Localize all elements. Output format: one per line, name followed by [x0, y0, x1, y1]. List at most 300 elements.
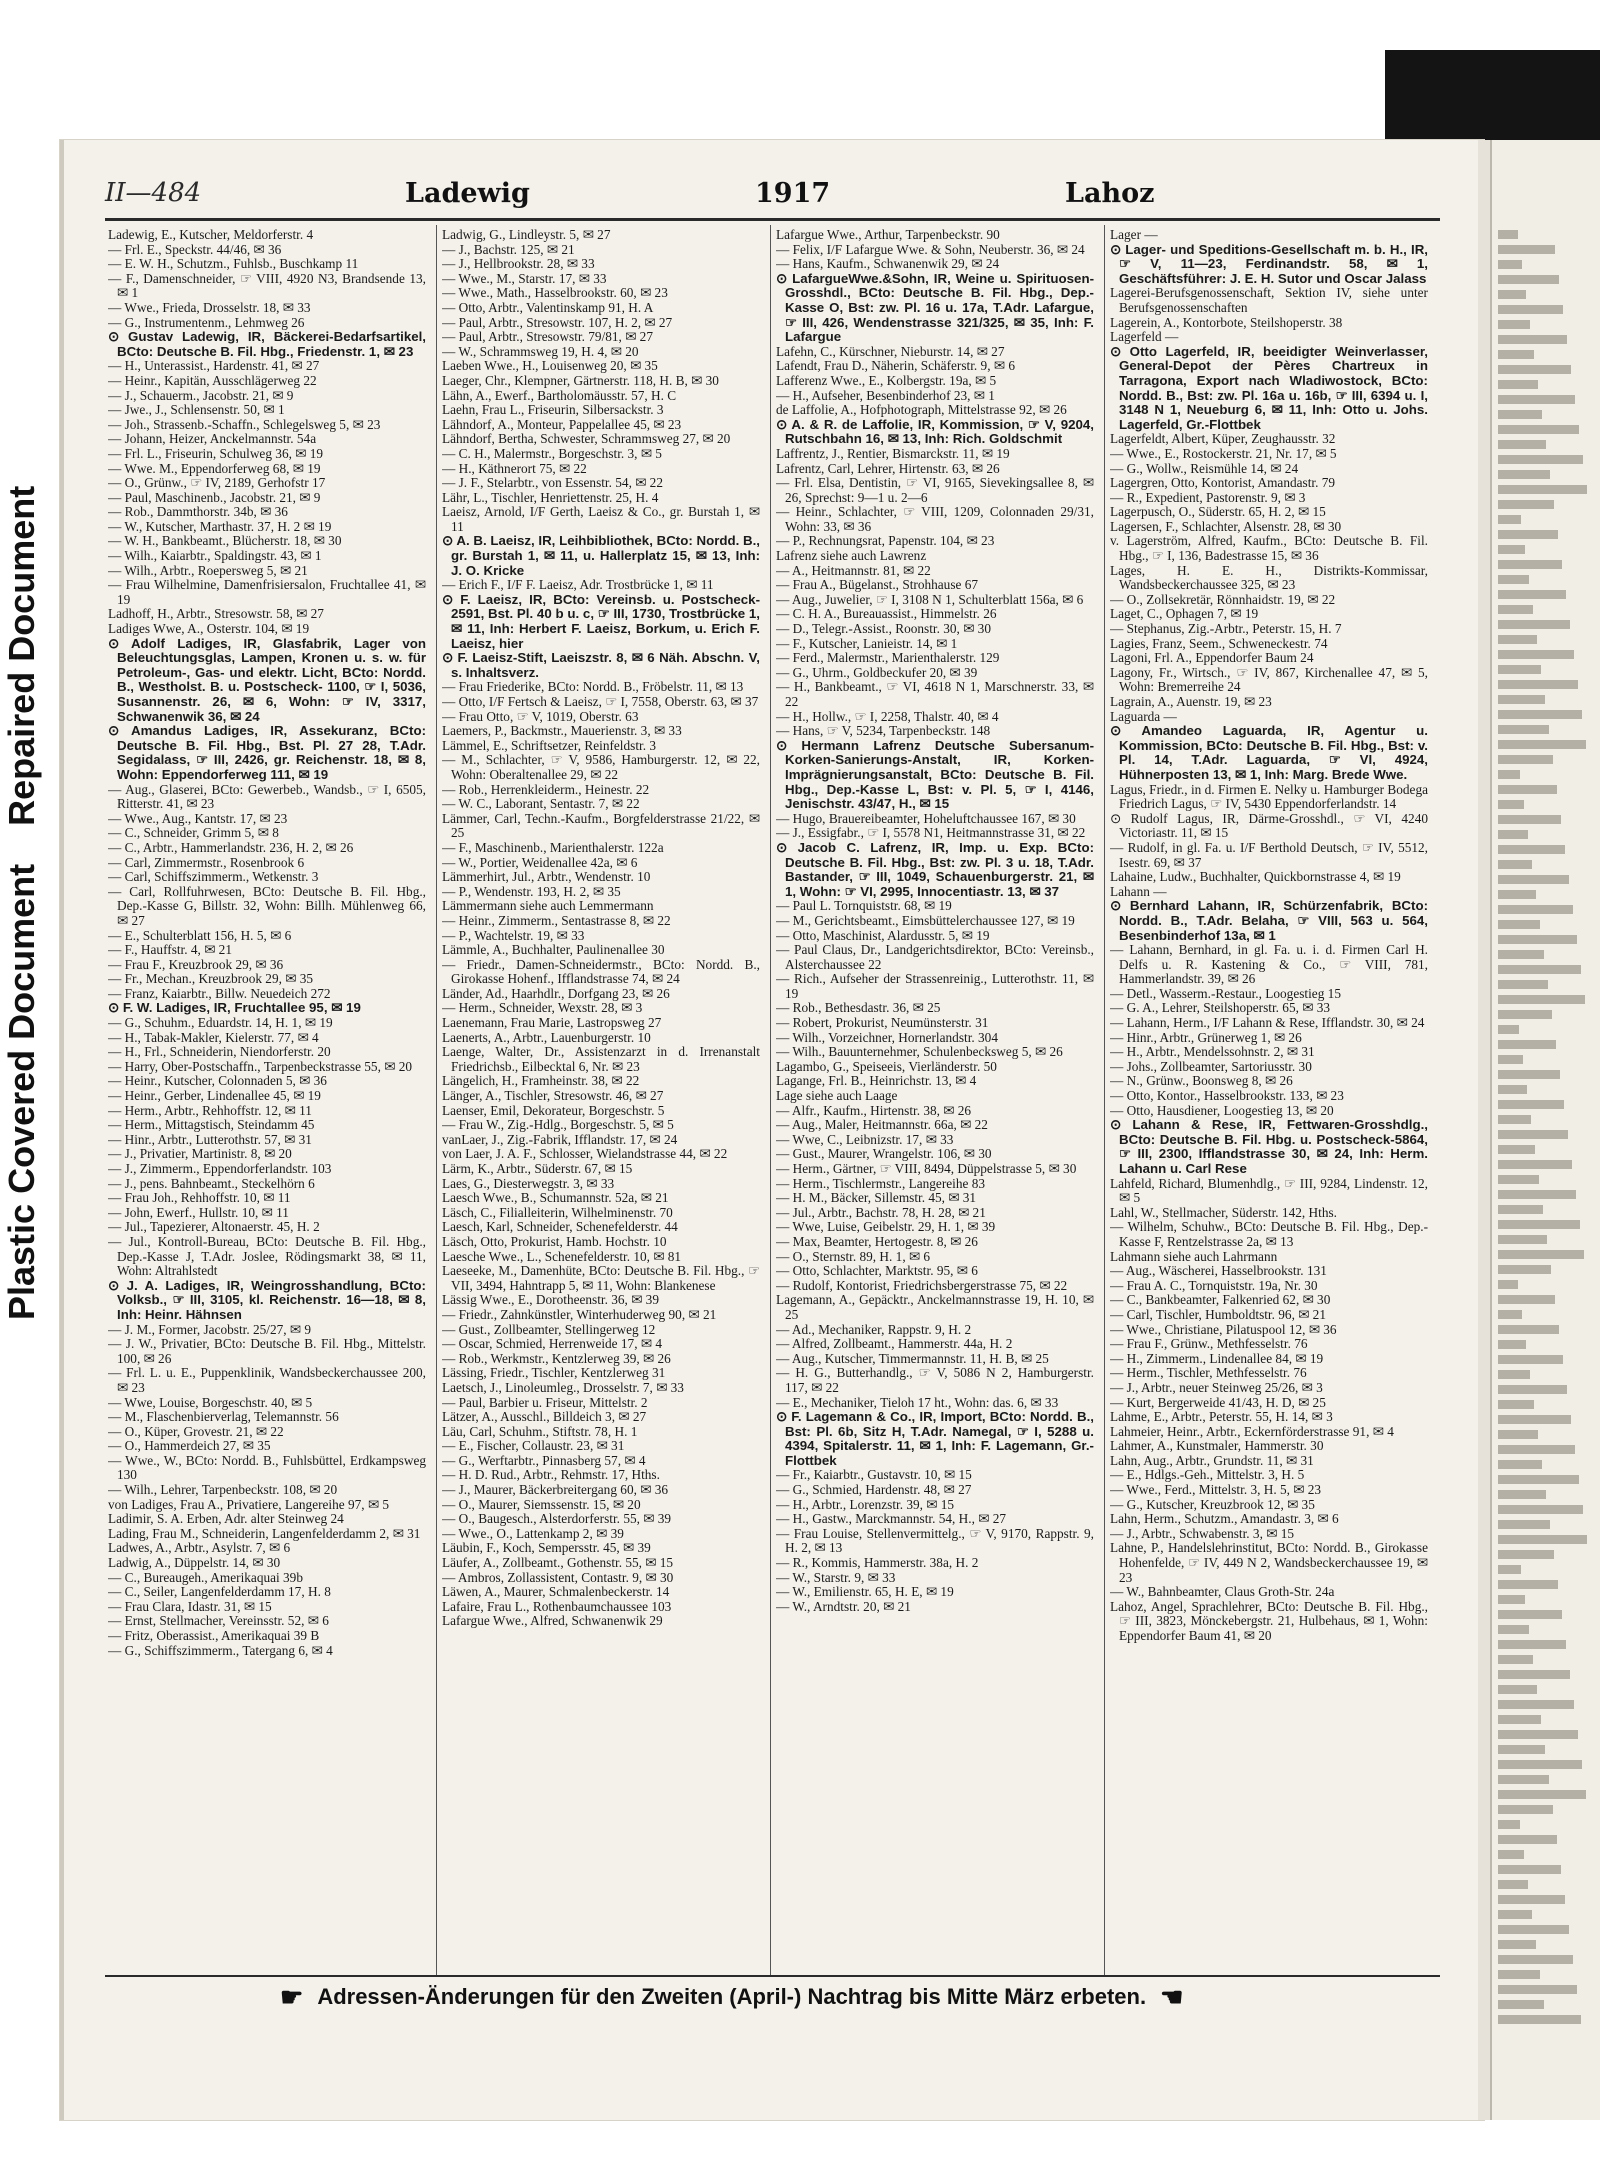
directory-entry: — Ambros, Zollassistent, Contastr. 9, ✉ 30: [442, 1569, 674, 1585]
directory-entry: — Herm., Arbtr., Rehhoffstr. 12, ✉ 11: [108, 1102, 312, 1118]
directory-entry: ⊙ Amandus Ladiges, IR, Assekuranz, BCto: Deutsche B. Fil. Hbg., Bst. Pl. 27 28, T.Adr. Segidalass, ☞ III, 2426, gr. Reichenstr. 18, ✉ 8, Wohn: Eppendorferweg 111, ✉ 19: [108, 723, 426, 782]
footer-rule: [105, 1975, 1440, 1977]
directory-entry: — Frau Otto, ☞ V, 1019, Oberstr. 63: [442, 708, 639, 724]
directory-entry: — Rudolf, in gl. Fa. u. I/F Berthold Deutsch, ☞ IV, 5512, Isestr. 69, ✉ 37: [1110, 839, 1428, 870]
directory-entry: — A., Heitmannstr. 81, ✉ 22: [776, 562, 931, 578]
facing-page-text-line: [1498, 440, 1546, 449]
directory-entry: Lämmer, Carl, Techn.-Kaufm., Borgfelderstrasse 21/22, ✉ 25: [442, 810, 760, 841]
facing-page-text-line: [1498, 935, 1577, 944]
directory-entry: — Frau Joh., Rehhoffstr. 10, ✉ 11: [108, 1190, 291, 1206]
facing-page-text-line: [1498, 1100, 1564, 1109]
facing-page-text-line: [1498, 1610, 1562, 1619]
directory-entry: — O., Küper, Grovestr. 21, ✉ 22: [108, 1423, 284, 1439]
directory-entry: — Wwe, Louise, Borgeschstr. 40, ✉ 5: [108, 1394, 313, 1410]
directory-entry: Lahne, P., Handelslehrinstitut, BCto: Nordd. B., Girokasse Hohenfelde, ☞ IV, 449 N 2, Wandsbeckerchaussee 19, ✉ 23: [1110, 1540, 1428, 1585]
directory-entry: — Wilhelm, Schuhw., BCto: Deutsche B. Fil. Hbg., Dep.-Kasse F, Rentzelstrasse 2a, ✉ 13: [1110, 1219, 1428, 1249]
facing-page-text-line: [1498, 1415, 1571, 1424]
directory-entry: Lämmerhirt, Jul., Arbtr., Wendenstr. 10: [442, 869, 651, 885]
facing-page-text-line: [1498, 500, 1554, 509]
facing-page-text-line: [1498, 1760, 1582, 1769]
directory-entry: ⊙ Hermann Lafrenz Deutsche Subersanum-Korken-Sanierungs-Anstalt, IR, Korken-Imprägnierungsanstalt, BCto: Deutsche B. Fil. Hbg., Dep.-Kasse L, Bst: v. Pl. 5, ☞ I, 4146, Jenischstr. 43/47, H., ✉ 15: [776, 737, 1094, 812]
facing-page-text-line: [1498, 1670, 1570, 1679]
directory-entry: — W. C., Laborant, Sentastr. 7, ✉ 22: [442, 796, 640, 812]
directory-entry: Lahaine, Ludw., Buchhalter, Quickbornstrasse 4, ✉ 19: [1110, 869, 1401, 885]
directory-entry: — Frau F., Grünw., Methfesselstr. 76: [1110, 1336, 1308, 1352]
directory-entry: Läufer, A., Zollbeamt., Gothenstr. 55, ✉ 15: [442, 1555, 674, 1571]
directory-entry: — J., pens. Bahnbeamt., Steckelhörn 6: [108, 1175, 315, 1191]
directory-entry: — Hans, Kaufm., Schwanenwik 29, ✉ 24: [776, 256, 1000, 272]
directory-entry: Lahn, Herm., Schutzm., Amandastr. 3, ✉ 6: [1110, 1511, 1339, 1527]
facing-page-text-line: [1498, 1310, 1522, 1319]
directory-entry: — Paul, Arbtr., Stresowstr. 107, H. 2, ✉ 27: [442, 314, 673, 330]
facing-page-text-line: [1498, 1550, 1554, 1559]
facing-page-text-line: [1498, 1655, 1533, 1664]
directory-entry: — Alfred, Zollbeamt., Hammerstr. 44a, H. 2: [776, 1336, 1013, 1352]
directory-entry: — Wwe., Math., Hasselbrookstr. 60, ✉ 23: [442, 285, 668, 301]
directory-entry: — Aug., Glaserei, BCto: Gewerbeb., Wandsb., ☞ I, 6505, Ritterstr. 41, ✉ 23: [108, 781, 426, 812]
facing-page-text-line: [1498, 1040, 1556, 1049]
directory-entry: Lähr, L., Tischler, Henriettenstr. 25, H. 4: [442, 489, 659, 505]
directory-entry: — Fr., Mechan., Kreuzbrook 29, ✉ 35: [108, 971, 314, 987]
directory-entry: — Frl. Elsa, Dentistin, ☞ VI, 9165, Sievekingsallee 8, ✉ 26, Sprechst: 9—1 u. 2—6: [776, 475, 1094, 505]
directory-entry: — J. F., Stelarbtr., von Essenstr. 54, ✉ 22: [442, 475, 663, 491]
directory-entry: — Rich., Aufseher der Strassenreinig., Lutterothstr. 11, ✉ 19: [776, 971, 1094, 1001]
facing-page-text-line: [1498, 1130, 1568, 1139]
directory-entry: Lagergren, Otto, Kontorist, Amandastr. 79: [1110, 475, 1336, 491]
directory-entry: — Frau W., Zig.-Hdlg., Borgeschstr. 5, ✉ 5: [442, 1117, 674, 1133]
facing-page-text-line: [1498, 770, 1520, 779]
directory-entry: Läwen, A., Maurer, Schmalenbeckerstr. 14: [442, 1584, 670, 1600]
directory-entry: Lagrain, A., Auenstr. 19, ✉ 23: [1110, 694, 1272, 709]
directory-entry: — M., Schlachter, ☞ V, 9586, Hamburgerstr. 12, ✉ 22, Wohn: Oberaltenallee 29, ✉ 22: [442, 752, 760, 782]
directory-entry: — Frau F., Kreuzbrook 29, ✉ 36: [108, 956, 284, 972]
facing-page-text-line: [1498, 920, 1540, 929]
facing-page-text-line: [1498, 785, 1557, 794]
facing-page-text-line: [1498, 425, 1579, 434]
directory-entry: ⊙ F. W. Ladiges, IR, Fruchtallee 95, ✉ 19: [108, 1000, 361, 1016]
directory-entry: — J., Arbtr., Schwabenstr. 3, ✉ 15: [1110, 1525, 1294, 1541]
page-edge: [1478, 140, 1490, 2120]
directory-entry: — Heinr., Kapitän, Ausschlägerweg 22: [108, 372, 317, 388]
facing-page-text-line: [1498, 1280, 1518, 1289]
directory-entry: Lässig Wwe., E., Dorotheenstr. 36, ✉ 39: [442, 1292, 659, 1308]
directory-entry: — Frl. L. u. E., Puppenklinik, Wandsbeckerchaussee 200, ✉ 23: [108, 1365, 426, 1395]
directory-entry: — Frau Louise, Stellenvermittelg., ☞ V, 9170, Rappstr. 9, H. 2, ✉ 13: [776, 1525, 1094, 1556]
directory-entry: — Jul., Arbtr., Bachstr. 78, H. 28, ✉ 21: [776, 1204, 986, 1220]
directory-entry: — Carl, Zimmermstr., Rosenbrook 6: [108, 854, 305, 870]
directory-entry: — Rob., Dammthorstr. 34b, ✉ 36: [108, 504, 288, 520]
directory-entry: — Franz, Kaiarbtr., Billw. Neuedeich 272: [108, 985, 331, 1001]
facing-page-text-line: [1498, 455, 1583, 464]
facing-page-text-line: [1498, 800, 1524, 809]
directory-entry: — W., Arndtstr. 20, ✉ 21: [776, 1598, 911, 1614]
directory-entry: von Laer, J. A. F., Schlosser, Wielandstrasse 44, ✉ 22: [442, 1146, 728, 1162]
facing-page-text-line: [1498, 350, 1534, 359]
directory-entry: — H., Bankbeamt., ☞ VI, 4618 N 1, Marschnerstr. 33, ✉ 22: [776, 679, 1094, 709]
directory-entry: — E., Fischer, Collaustr. 23, ✉ 31: [442, 1438, 625, 1454]
directory-entry: — Johann, Heizer, Anckelmannstr. 54a: [108, 431, 317, 447]
directory-entry: — O., Maurer, Siemssenstr. 15, ✉ 20: [442, 1496, 641, 1512]
facing-page-text-line: [1498, 470, 1550, 479]
facing-page-text-line: [1498, 380, 1538, 389]
column-divider: [436, 225, 437, 1975]
directory-entry: — G., Werftarbtr., Pinnasberg 57, ✉ 4: [442, 1452, 646, 1468]
directory-entry: — O., Sternstr. 89, H. 1, ✉ 6: [776, 1248, 931, 1264]
directory-entry: — Ferd., Malermstr., Marienthalerstr. 129: [776, 650, 1000, 666]
directory-entry: — Paul, Arbtr., Stresowstr. 79/81, ✉ 27: [442, 329, 653, 345]
directory-entry: ⊙ A. B. Laeisz, IR, Leihbibliothek, BCto: Nordd. B., gr. Burstah 1, ✉ 11, u. Hallerplatz 15, ✉ 13, Inh: J. O. Kricke: [442, 533, 760, 578]
directory-entry: — Lahann, Bernhard, in gl. Fa. u. i. d. Firmen Carl H. Delfs u. R. Kastening & Co., ☞ VIII, 781, Hammerlandstr. 39, ✉ 26: [1110, 942, 1428, 987]
directory-entry: — W., Kutscher, Marthastr. 37, H. 2 ✉ 19: [108, 518, 332, 534]
directory-entry: — J., Maurer, Bäckerbreitergang 60, ✉ 36: [442, 1482, 669, 1498]
facing-page-text-line: [1498, 725, 1549, 734]
directory-entry: — H. M., Bäcker, Sillemstr. 45, ✉ 31: [776, 1190, 977, 1206]
directory-entry: — Aug., Maler, Heitmannstr. 66a, ✉ 22: [776, 1117, 988, 1133]
directory-entry: — H., Arbtr., Mendelssohnstr. 2, ✉ 31: [1110, 1044, 1315, 1060]
directory-entry: — H., Aufseher, Besenbinderhof 23, ✉ 1: [776, 387, 995, 403]
directory-entry: — D., Telegr.-Assist., Roonstr. 30, ✉ 30: [776, 621, 991, 637]
facing-page-text-line: [1498, 1685, 1537, 1694]
directory-entry: — Wilh., Kaiarbtr., Spaldingstr. 43, ✉ 1: [108, 548, 322, 564]
directory-entry: — Gust., Maurer, Wrangelstr. 106, ✉ 30: [776, 1146, 992, 1162]
facing-page-text-line: [1498, 335, 1567, 344]
directory-entry: Länger, A., Tischler, Stresowstr. 46, ✉ 27: [442, 1088, 664, 1104]
directory-entry: — F., Maschinenb., Marienthalerstr. 122a: [442, 839, 664, 855]
directory-entry: — Aug., Wäscherei, Hasselbrookstr. 131: [1110, 1263, 1327, 1279]
directory-entry: — G., Kutscher, Kreuzbrook 12, ✉ 35: [1110, 1496, 1315, 1512]
column-divider: [1104, 225, 1105, 1975]
directory-entry: — J., Zimmerm., Eppendorferlandstr. 103: [108, 1161, 332, 1176]
directory-entry: — Robert, Prokurist, Neumünsterstr. 31: [776, 1015, 989, 1031]
directory-entry: — J. W., Privatier, BCto: Deutsche B. Fil. Hbg., Mittelstr. 100, ✉ 26: [108, 1336, 426, 1366]
directory-entry: Lagerei-Berufsgenossenschaft, Sektion IV, siehe unter Berufsgenossenschaften: [1110, 285, 1428, 315]
facing-page-text-line: [1498, 605, 1533, 614]
directory-entry: — Frau A., Bügelanst., Strohhause 67: [776, 577, 979, 593]
directory-entry: Laeben Wwe., H., Louisenweg 20, ✉ 35: [442, 358, 658, 374]
facing-page-text-line: [1498, 245, 1555, 254]
directory-entry: ⊙ F. Laeisz-Stift, Laeiszstr. 8, ✉ 6 Näh. Abschn. V, s. Inhaltsverz.: [442, 650, 760, 680]
facing-page-text-line: [1498, 845, 1565, 854]
directory-entry: — Oscar, Schmied, Herrenweide 17, ✉ 4: [442, 1336, 662, 1352]
directory-entry: Laeseeke, M., Damenhüte, BCto: Deutsche B. Fil. Hbg., ☞ VII, 3494, Hahntrapp 5, ✉ 11, Wohn: Blankenese: [442, 1263, 760, 1293]
directory-entry: — Wwe., E., Rostockerstr. 21, Nr. 17, ✉ 5: [1110, 445, 1337, 461]
page-number: II—484: [105, 178, 202, 208]
directory-entry: ⊙ Rudolf Lagus, IR, Därme-Grosshdl., ☞ VI, 4240 Victoriastr. 11, ✉ 15: [1110, 810, 1428, 841]
directory-entry: Ladiges Wwe, A., Osterstr. 104, ✉ 19: [108, 621, 310, 637]
directory-entry: Läsch, Otto, Prokurist, Hamb. Hochstr. 10: [442, 1233, 667, 1249]
directory-entry: Lagies, Franz, Seem., Schweneckestr. 74: [1110, 635, 1328, 651]
directory-entry: — R., Kommis, Hammerstr. 38a, H. 2: [776, 1555, 979, 1571]
directory-entry: — Aug., Juwelier, ☞ I, 3108 N 1, Schulterblatt 156a, ✉ 6: [776, 591, 1084, 607]
directory-entry: — R., Expedient, Pastorenstr. 9, ✉ 3: [1110, 489, 1306, 505]
facing-page-text-line: [1498, 1715, 1541, 1724]
directory-entry: Laesch, Karl, Schneider, Schenefelderstr. 44: [442, 1219, 678, 1235]
directory-entry: — P., Wendenstr. 193, H. 2, ✉ 35: [442, 883, 621, 899]
directory-entry: — W., Schrammsweg 19, H. 4, ✉ 20: [442, 343, 639, 359]
directory-entry: — H., Hollw., ☞ I, 2258, Thalstr. 40, ✉ 4: [776, 708, 999, 724]
directory-entry: — Jul., Tapezierer, Altonaerstr. 45, H. 2: [108, 1219, 320, 1235]
facing-page-text-line: [1498, 1820, 1520, 1829]
directory-entry: Lager —: [1110, 228, 1158, 242]
facing-page-text-line: [1498, 740, 1586, 749]
directory-entry: — Wwe, Luise, Geibelstr. 29, H. 1, ✉ 39: [776, 1219, 996, 1235]
directory-entry: — G., Schmied, Hardenstr. 48, ✉ 27: [776, 1482, 972, 1498]
directory-entry: — Frau Wilhelmine, Damenfrisiersalon, Fruchtallee 41, ✉ 19: [108, 577, 426, 607]
facing-page-text-line: [1498, 860, 1532, 869]
facing-page-text-line: [1498, 290, 1526, 299]
facing-page-text-line: [1498, 1160, 1572, 1169]
directory-entry: — Frl. L., Friseurin, Schulweg 36, ✉ 19: [108, 445, 324, 461]
directory-entry: — Carl, Rollfuhrwesen, BCto: Deutsche B. Fil. Hbg., Dep.-Kasse G, Billstr. 32, Wohn: Billh. Mühlenweg 66, ✉ 27: [108, 883, 426, 928]
footer-text: Adressen-Änderungen für den Zweiten (April-) Nachtrag bis Mitte März erbeten.: [317, 1984, 1147, 2009]
directory-entry: Ladwes, A., Arbtr., Asylstr. 7, ✉ 6: [108, 1540, 291, 1556]
facing-page-text-line: [1498, 1220, 1580, 1229]
facing-page-text-line: [1498, 980, 1548, 989]
header-year: 1917: [755, 178, 831, 209]
facing-page-text-line: [1498, 1775, 1549, 1784]
facing-page-text-line: [1498, 2015, 1581, 2024]
directory-entry: — Otto, Maschinist, Alardusstr. 5, ✉ 19: [776, 927, 990, 943]
facing-page-text-line: [1498, 1370, 1530, 1379]
facing-page-text-line: [1498, 1865, 1561, 1874]
directory-entry: Lahann —: [1110, 883, 1167, 899]
column-3: [776, 228, 1094, 1968]
directory-entry: ⊙ Jacob C. Lafrenz, IR, Imp. u. Exp. BCto: Deutsche B. Fil. Hbg., Bst: zw. Pl. 3 u. 18, T.Adr. Bastander, ☞ III, 1049, Schauenburgerstr. 21, ✉ 1, Wohn: ☞ VI, 2995, Innocentiastr. 13, ✉ 37: [776, 839, 1094, 899]
directory-entry: — Fritz, Oberassist., Amerikaquai 39 B: [108, 1628, 320, 1643]
directory-entry: — Frau Clara, Idastr. 31, ✉ 15: [108, 1598, 272, 1614]
facing-page-text-line: [1498, 755, 1553, 764]
directory-entry: ⊙ J. A. Ladiges, IR, Weingrosshandlung, BCto: Volksb., ☞ III, 3105, kl. Reichenstr. 16—18, ✉ 8, Inh: Heinr. Hähnsen: [108, 1277, 426, 1322]
directory-entry: Lahmann siehe auch Lahrmann: [1110, 1248, 1278, 1264]
directory-entry: — Rob., Herrenkleiderm., Heinestr. 22: [442, 781, 650, 797]
facing-page-text-line: [1498, 905, 1573, 914]
directory-entry: — J., Bachstr. 125, ✉ 21: [442, 241, 575, 257]
column-1: [108, 228, 426, 1968]
directory-entry: — W., Portier, Weidenallee 42a, ✉ 6: [442, 854, 638, 870]
facing-page-text-line: [1498, 1790, 1586, 1799]
directory-entry: Lagambo, G., Speiseeis, Vierländerstr. 50: [776, 1058, 997, 1074]
directory-entry: — N., Grünw., Boonsweg 8, ✉ 26: [1110, 1073, 1293, 1089]
directory-entry: Lage siehe auch Laage: [776, 1088, 898, 1104]
directory-entry: — G., Instrumentenm., Lehmweg 26: [108, 314, 305, 330]
directory-entry: — F., Hauffstr. 4, ✉ 21: [108, 942, 232, 958]
directory-entry: Lagemann, A., Gepäcktr., Anckelmannstrasse 19, H. 10, ✉ 25: [776, 1292, 1094, 1322]
directory-entry: Laesch Wwe., B., Schumannstr. 52a, ✉ 21: [442, 1190, 669, 1206]
directory-entry: Lafargue Wwe., Arthur, Tarpenbeckstr. 90: [776, 228, 1000, 242]
directory-entry: — Heinr., Kutscher, Colonnaden 5, ✉ 36: [108, 1073, 327, 1089]
directory-entry: — Wwe., Frieda, Drosselstr. 18, ✉ 33: [108, 299, 311, 315]
facing-page-text-line: [1498, 1490, 1546, 1499]
directory-entry: — C., Seiler, Langenfelderdamm 17, H. 8: [108, 1584, 331, 1600]
directory-entry: — Rob., Bethesdastr. 36, ✉ 25: [776, 1000, 941, 1016]
directory-entry: — Otto, Kontor., Hasselbrookstr. 133, ✉ 23: [1110, 1088, 1344, 1104]
directory-entry: Lagus, Friedr., in d. Firmen E. Nelky u. Hamburger Bodega Friedrich Lagus, ☞ IV, 5430 Eppendorferlandstr. 14: [1110, 781, 1428, 812]
directory-entry: von Ladiges, Frau A., Privatiere, Langereihe 97, ✉ 5: [108, 1496, 390, 1512]
directory-entry: Läu, Carl, Schuhm., Stiftstr. 78, H. 1: [442, 1423, 638, 1439]
directory-entry: — Kurt, Bergerweide 41/43, H. D, ✉ 25: [1110, 1394, 1326, 1410]
facing-page-text-line: [1498, 1070, 1560, 1079]
facing-page-text-line: [1498, 2000, 1544, 2009]
directory-entry: — Fr., Kaiarbtr., Gustavstr. 10, ✉ 15: [776, 1467, 972, 1483]
directory-entry: Laehn, Frau L., Friseurin, Silbersackstr. 3: [442, 402, 664, 418]
facing-page-text-line: [1498, 1385, 1567, 1394]
facing-page-text-line: [1498, 710, 1582, 719]
directory-entry: Ladwig, A., Düppelstr. 14, ✉ 30: [108, 1555, 281, 1571]
directory-entry: — H., Unterassist., Hardenstr. 41, ✉ 27: [108, 358, 320, 374]
directory-entry: — H., Arbtr., Lorenzstr. 39, ✉ 15: [776, 1496, 955, 1512]
directory-entry: — Carl, Tischler, Humboldtstr. 96, ✉ 21: [1110, 1306, 1326, 1322]
facing-page-text-line: [1498, 965, 1581, 974]
facing-page-text-line: [1498, 1895, 1565, 1904]
directory-entry: — Lahann, Herm., I/F Lahann & Rese, Ifflandstr. 30, ✉ 24: [1110, 1015, 1425, 1031]
directory-entry: — Carl, Schiffszimmerm., Wetkenstr. 3: [108, 869, 319, 885]
directory-entry: — W., Starstr. 9, ✉ 33: [776, 1569, 896, 1585]
column-divider: [770, 225, 771, 1975]
directory-entry: — Friedr., Zahnkünstler, Winterhuderweg 90, ✉ 21: [442, 1306, 717, 1322]
directory-entry: — Hinr., Arbtr., Grünerweg 1, ✉ 26: [1110, 1029, 1302, 1045]
directory-entry: ⊙ Amandeo Laguarda, IR, Agentur u. Kommission, BCto: Deutsche B. Fil. Hbg., Bst: v. Pl. 14, T.Adr. Laguarda, ☞ VI, 4924, Hühnerposten 13, ✉ 1, Inh: Marg. Brede Wwe.: [1110, 723, 1428, 782]
directory-entry: — C. H. A., Bureauassist., Himmelstr. 26: [776, 606, 997, 622]
directory-entry: — H., Zimmerm., Lindenallee 84, ✉ 19: [1110, 1350, 1324, 1366]
directory-entry: — Herm., Mittagstisch, Steindamm 45: [108, 1117, 315, 1133]
directory-entry: — Felix, I/F Lafargue Wwe. & Sohn, Neuberstr. 36, ✉ 24: [776, 241, 1085, 257]
facing-page-text-line: [1498, 590, 1566, 599]
directory-entry: — H., Tabak-Makler, Kielerstr. 77, ✉ 4: [108, 1029, 319, 1045]
facing-page-text-line: [1498, 1025, 1519, 1034]
directory-entry: Lading, Frau M., Schneiderin, Langenfelderdamm 2, ✉ 31: [108, 1525, 421, 1541]
directory-entry: — Herm., Tischler, Methfesselstr. 76: [1110, 1365, 1307, 1381]
facing-page-text-line: [1498, 1520, 1550, 1529]
facing-page-text-line: [1498, 1970, 1540, 1979]
pointing-hand-icon: ☛: [280, 1981, 304, 2012]
directory-entry: — Jul., Kontroll-Bureau, BCto: Deutsche B. Fil. Hbg., Dep.-Kasse J, T.Adr. Joslee, Rödingsmarkt 38, ✉ 11, Wohn: Altrahlstedt: [108, 1233, 426, 1279]
facing-page-text-line: [1498, 1745, 1545, 1754]
directory-entry: Lärm, K., Arbtr., Süderstr. 67, ✉ 15: [442, 1161, 633, 1176]
facing-page-text-line: [1498, 1505, 1583, 1514]
directory-entry: — Gust., Zollbeamter, Stellingerweg 12: [442, 1321, 656, 1337]
directory-entry: — O., Hammerdeich 27, ✉ 35: [108, 1438, 271, 1454]
directory-entry: Lagerfeldt, Albert, Küper, Zeughausstr. 32: [1110, 431, 1336, 447]
directory-entry: — Hans, ☞ V, 5234, Tarpenbeckstr. 148: [776, 723, 991, 739]
directory-entry: Länder, Ad., Haarhdlr., Dorfgang 23, ✉ 26: [442, 985, 670, 1001]
directory-entry: Laemers, P., Backmstr., Mauerienstr. 3, ✉ 33: [442, 723, 682, 739]
directory-entry: — E., Hdlgs.-Geh., Mittelstr. 3, H. 5: [1110, 1467, 1305, 1483]
directory-entry: — Otto, I/F Fertsch & Laeisz, ☞ I, 7558, Oberstr. 63, ✉ 37: [442, 694, 759, 709]
directory-entry: — Joh., Strassenb.-Schaffn., Schlegelsweg 5, ✉ 23: [108, 416, 381, 432]
directory-entry: Lages, H. E. H., Distrikts-Kommissar, Wandsbeckerchaussee 325, ✉ 23: [1110, 562, 1428, 593]
directory-entry: Lafargue Wwe., Alfred, Schwanenwik 29: [442, 1613, 663, 1629]
directory-entry: Lagoni, Frl. A., Eppendorfer Baum 24: [1110, 650, 1314, 666]
directory-entry: — Paul, Maschinenb., Jacobstr. 21, ✉ 9: [108, 489, 321, 505]
facing-page-text-line: [1498, 320, 1530, 329]
directory-entry: — Wwe., W., BCto: Nordd. B., Fuhlsbüttel, Erdkampsweg 130: [108, 1452, 426, 1483]
directory-entry: — Ernst, Stellmacher, Vereinsstr. 52, ✉ 6: [108, 1613, 329, 1629]
directory-entry: — O., Grünw., ☞ IV, 2189, Gerhofstr 17: [108, 475, 326, 491]
directory-entry: — J., Schauerm., Jacobstr. 21, ✉ 9: [108, 387, 294, 403]
facing-page-text-line: [1498, 560, 1562, 569]
directory-entry: ⊙ LafargueWwe.&Sohn, IR, Weine u. Spirituosen-Grosshdl., BCto: Deutsche B. Fil. Hbg., Dep.-Kasse O, Bst: zw. Pl. 16 u. 17a, T.Adr. Lafargue, ☞ III, 426, Wendenstrasse 321/325, ✉ 35, Inh: F. Lafargue: [776, 270, 1094, 345]
side-label-repaired: Repaired Document: [1, 485, 42, 826]
directory-entry: — E. W. H., Schutzm., Fuhlsb., Buschkamp 11: [108, 256, 359, 272]
facing-page-text-line: [1498, 545, 1525, 554]
directory-entry: — Wwe., M., Starstr. 17, ✉ 33: [442, 270, 607, 286]
directory-entry: — Wilh., Lehrer, Tarpenbeckstr. 108, ✉ 20: [108, 1482, 338, 1498]
column-4: [1110, 228, 1428, 1968]
directory-entry: Läsch, C., Filialleiterin, Wilhelminenstr. 70: [442, 1204, 673, 1220]
directory-entry: — H., Gastw., Marckmannstr. 54, H., ✉ 27: [776, 1511, 1007, 1527]
scan-corner: [1385, 50, 1600, 140]
facing-page-text-line: [1498, 275, 1559, 284]
directory-entry: — C., Bureaugeh., Amerikaquai 39b: [108, 1569, 303, 1585]
directory-entry: Lämmermann siehe auch Lemmermann: [442, 898, 654, 914]
directory-entry: — Frl. E., Speckstr. 44/46, ✉ 36: [108, 241, 282, 257]
side-label-strip: [2, 200, 42, 1320]
directory-entry: — Alfr., Kaufm., Hirtenstr. 38, ✉ 26: [776, 1102, 972, 1118]
facing-page-text-line: [1498, 1925, 1569, 1934]
directory-entry: Lahmeier, Heinr., Arbtr., Eckernförderstrasse 91, ✉ 4: [1110, 1423, 1394, 1439]
directory-entry: ⊙ F. Lagemann & Co., IR, Import, BCto: Nordd. B., Bst: Pl. 6b, Sitz H, T.Adr. Namegal, ☞ I, 5288 u. 4394, Spitalerstr. 11, ✉ 1, Inh: F. Lagemann, Gr.-Flottbek: [776, 1409, 1094, 1468]
directory-entry: Lagersen, F., Schlachter, Alsenstr. 28, ✉ 30: [1110, 518, 1342, 534]
facing-page-text-line: [1498, 1940, 1536, 1949]
directory-entry: Lagerpusch, O., Süderstr. 65, H. 2, ✉ 15: [1110, 504, 1326, 520]
directory-entry: — John, Ewerf., Hullstr. 10, ✉ 11: [108, 1204, 289, 1220]
directory-entry: ⊙ Otto Lagerfeld, IR, beeidigter Weinverlasser, General-Depot der Pères Chartreux in Tarragona, Export nach Wladiwostock, BCto: Nordd. B., Bst: zw. Pl. 16a u. 16b, ☞ III, 6394 u. I, 3148 N 1, Neueburg 6, ✉ 11, Inh: Otto u. Johs. Lagerfeld, Gr.-Flottbek: [1110, 343, 1428, 432]
facing-page-text-line: [1498, 1700, 1574, 1709]
facing-page-text-line: [1498, 305, 1563, 314]
directory-entry: — Rob., Werkmstr., Kentzlerweg 39, ✉ 26: [442, 1350, 671, 1366]
directory-entry: — E., Schulterblatt 156, H. 5, ✉ 6: [108, 927, 292, 943]
directory-entry: — H., Frl., Schneiderin, Niendorferstr. 20: [108, 1044, 331, 1060]
directory-entry: Lahoz, Angel, Sprachlehrer, BCto: Deutsche B. Fil. Hbg., ☞ III, 3823, Mönckebergstr. 21, Hulbehaus, ✉ 1, Wohn: Eppendorfer Baum 41, ✉ 20: [1110, 1598, 1428, 1643]
directory-entry: ⊙ F. Laeisz, IR, BCto: Vereinsb. u. Postscheck- 2591, Bst. Pl. 40 b u. c, ☞ III, 1730, Trostbrücke 1, ✉ 11, Inh: Herbert F. Laeisz, Borkum, u. Erich F. Laeisz, hier: [442, 591, 760, 651]
directory-entry: ⊙ Adolf Ladiges, IR, Glasfabrik, Lager von Beleuchtungsglas, Lampen, Kronen u. s. w. für Petroleum-, Gas- und elektr. Licht, BCto: Nordd. B., Westholst. B. u. Postscheck- 1100, ☞ I, 5036, Susannenstr. 26, ✉ 6, Wohn: ☞ IV, 3317, Schwanenwik 36, ✉ 24: [108, 635, 426, 724]
directory-entry: — W. H., Bankbeamt., Blücherstr. 18, ✉ 30: [108, 533, 342, 549]
directory-entry: ⊙ Lahann & Rese, IR, Fettwaren-Grosshdlg., BCto: Deutsche B. Fil. Hbg. u. Postscheck-5864, ☞ III, 2300, Ifflandstrasse 30, ✉ 24, Inh: Herm. Lahann u. Carl Rese: [1110, 1117, 1428, 1176]
directory-entry: Lagerein, A., Kontorbote, Steilshoperstr. 38: [1110, 314, 1343, 330]
directory-entry: Laesche Wwe., L., Schenefelderstr. 10, ✉ 81: [442, 1248, 682, 1264]
facing-page-text-line: [1498, 665, 1541, 674]
directory-entry: Laguarda —: [1110, 708, 1177, 724]
directory-entry: — Herm., Gärtner, ☞ VIII, 8494, Düppelstrasse 5, ✉ 30: [776, 1161, 1077, 1176]
directory-entry: — G. A., Lehrer, Steilshoperstr. 65, ✉ 33: [1110, 1000, 1331, 1016]
directory-entry: Ladimir, S. A. Erben, Adr. alter Steinweg 24: [108, 1511, 344, 1527]
directory-entry: — Paul Claus, Dr., Landgerichtsdirektor, BCto: Vereinsb., Alsterchaussee 22: [776, 942, 1094, 972]
directory-entry: Lahmer, A., Kunstmaler, Hammerstr. 30: [1110, 1438, 1324, 1454]
facing-page-text-line: [1498, 1910, 1532, 1919]
facing-page-text-line: [1498, 1115, 1531, 1124]
directory-entry: — Stephanus, Zig.-Arbtr., Peterstr. 15, H. 7: [1110, 621, 1342, 637]
facing-page-text-line: [1498, 1145, 1535, 1154]
pointing-hand-icon: ☚: [1160, 1981, 1184, 2012]
facing-page-text-line: [1498, 485, 1587, 494]
directory-entry: Läubin, F., Koch, Sempersstr. 45, ✉ 39: [442, 1540, 651, 1556]
directory-entry: — C. H., Malermstr., Borgeschstr. 3, ✉ 5: [442, 445, 662, 461]
facing-page-edge: [1490, 140, 1600, 2120]
facing-page-text-line: [1498, 650, 1574, 659]
directory-entry: — Wwe., Christiane, Pilatuspool 12, ✉ 36: [1110, 1321, 1337, 1337]
directory-entry: Lagange, Frl. B., Heinrichstr. 13, ✉ 4: [776, 1073, 977, 1089]
facing-page-text-line: [1498, 1835, 1557, 1844]
directory-entry: Lafferenz Wwe., E., Kolbergstr. 19a, ✉ 5: [776, 372, 997, 388]
directory-entry: Lafehn, C., Kürschner, Nieburstr. 14, ✉ 27: [776, 343, 1005, 359]
header-rule: [105, 218, 1440, 221]
directory-entry: Lafendt, Frau D., Näherin, Schäferstr. 9, ✉ 6: [776, 358, 1015, 374]
page-header: [105, 178, 1445, 212]
directory-entry: v. Lagerström, Alfred, Kaufm., BCto: Deutsche B. Fil. Hbg., ☞ I, 136, Badestrasse 15, ✉ 36: [1110, 533, 1428, 564]
directory-entry: Lahfeld, Richard, Blumenhdlg., ☞ III, 9284, Lindenstr. 12, ✉ 5: [1110, 1175, 1428, 1206]
directory-entry: — C., Bankbeamter, Falkenried 62, ✉ 30: [1110, 1292, 1331, 1308]
facing-page-text-line: [1498, 1595, 1525, 1604]
